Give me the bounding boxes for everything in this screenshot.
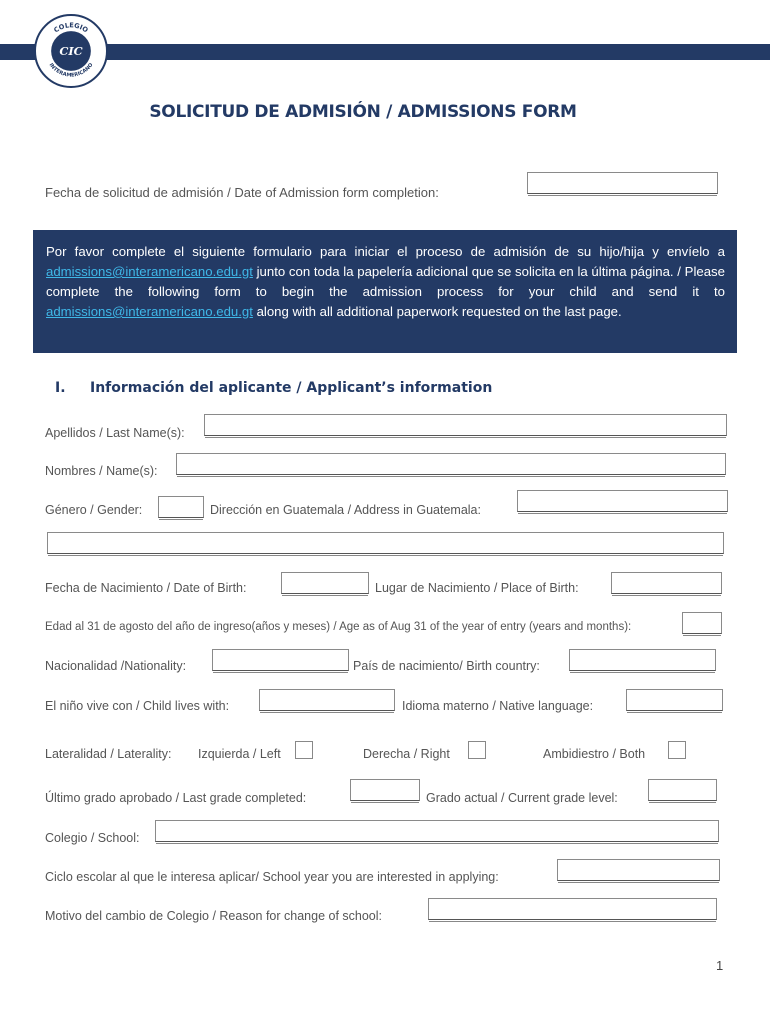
last-grade-field[interactable]	[350, 779, 420, 801]
email-link-2[interactable]: admissions@interamericano.edu.gt	[46, 304, 253, 319]
address-label: Dirección en Guatemala / Address in Guatemala:	[210, 503, 481, 517]
lives-with-field[interactable]	[259, 689, 395, 711]
date-field[interactable]	[527, 172, 718, 194]
last-name-field[interactable]	[204, 414, 727, 436]
address-field[interactable]	[517, 490, 728, 512]
native-language-label: Idioma materno / Native language:	[402, 699, 594, 713]
lives-with-label: El niño vive con / Child lives with:	[45, 699, 230, 713]
birth-country-label: País de nacimiento/ Birth country:	[353, 659, 540, 673]
section-number: I.	[55, 380, 66, 396]
section-title: Información del aplicante / Applicant’s information	[90, 380, 493, 396]
right-checkbox[interactable]	[468, 741, 486, 759]
logo-text-top: COLEGIO	[52, 21, 90, 35]
instructions-box	[33, 230, 737, 353]
current-grade-field[interactable]	[648, 779, 717, 801]
dob-label: Fecha de Nacimiento / Date of Birth:	[45, 581, 247, 595]
logo-monogram: CIC	[59, 43, 83, 58]
school-year-field[interactable]	[557, 859, 720, 881]
email-link-1[interactable]: admissions@interamericano.edu.gt	[46, 264, 253, 279]
school-year-label: Ciclo escolar al que le interesa aplicar/ School year you are interested in applying:	[45, 870, 499, 884]
gender-label: Género / Gender:	[45, 503, 143, 517]
right-label: Derecha / Right	[363, 747, 450, 761]
date-label: Fecha de solicitud de admisión / Date of Admission form completion:	[45, 185, 439, 200]
notice-text-3: along with all additional paperwork requested on the last page.	[252, 304, 622, 319]
left-checkbox[interactable]	[295, 741, 313, 759]
school-logo-icon	[36, 16, 106, 86]
school-label: Colegio / School:	[45, 831, 140, 845]
name-label: Nombres / Name(s):	[45, 464, 158, 478]
current-grade-label: Grado actual / Current grade level:	[426, 791, 618, 805]
name-field[interactable]	[176, 453, 726, 475]
nationality-label: Nacionalidad /Nationality:	[45, 659, 187, 673]
gender-field[interactable]	[158, 496, 204, 518]
birthplace-field[interactable]	[611, 572, 722, 594]
notice-text-2: junto con toda la papelería adicional que se solicita en la última página. / Please complete the following form to begin the admission process for your child and send it to	[46, 264, 725, 299]
logo-text-bottom: INTERAMERICANO	[47, 62, 95, 79]
last-grade-label: Último grado aprobado / Last grade completed:	[45, 791, 307, 805]
header-band	[0, 44, 770, 60]
birthplace-label: Lugar de Nacimiento / Place of Birth:	[375, 581, 579, 595]
last-name-label: Apellidos / Last Name(s):	[45, 426, 185, 440]
both-label: Ambidiestro / Both	[543, 747, 646, 761]
notice-text-1: Por favor complete el siguiente formulario para iniciar el proceso de admisión de su hijo/hija y envíelo a	[46, 244, 725, 259]
school-field[interactable]	[155, 820, 719, 842]
reason-label: Motivo del cambio de Colegio / Reason for change of school:	[45, 909, 382, 923]
page-number: 1	[716, 958, 724, 973]
nationality-field[interactable]	[212, 649, 349, 671]
reason-field[interactable]	[428, 898, 717, 920]
left-label: Izquierda / Left	[198, 747, 281, 761]
native-language-field[interactable]	[626, 689, 723, 711]
laterality-label: Lateralidad / Laterality:	[45, 747, 172, 761]
birth-country-field[interactable]	[569, 649, 716, 671]
address-field-continued[interactable]	[47, 532, 724, 554]
dob-field[interactable]	[281, 572, 369, 594]
school-logo	[34, 14, 108, 88]
age-label: Edad al 31 de agosto del año de ingreso(años y meses) / Age as of Aug 31 of the year of entry (years and months):	[45, 621, 632, 633]
page-title: SOLICITUD DE ADMISIÓN / ADMISSIONS FORM	[149, 102, 577, 122]
age-field[interactable]	[682, 612, 722, 634]
both-checkbox[interactable]	[668, 741, 686, 759]
